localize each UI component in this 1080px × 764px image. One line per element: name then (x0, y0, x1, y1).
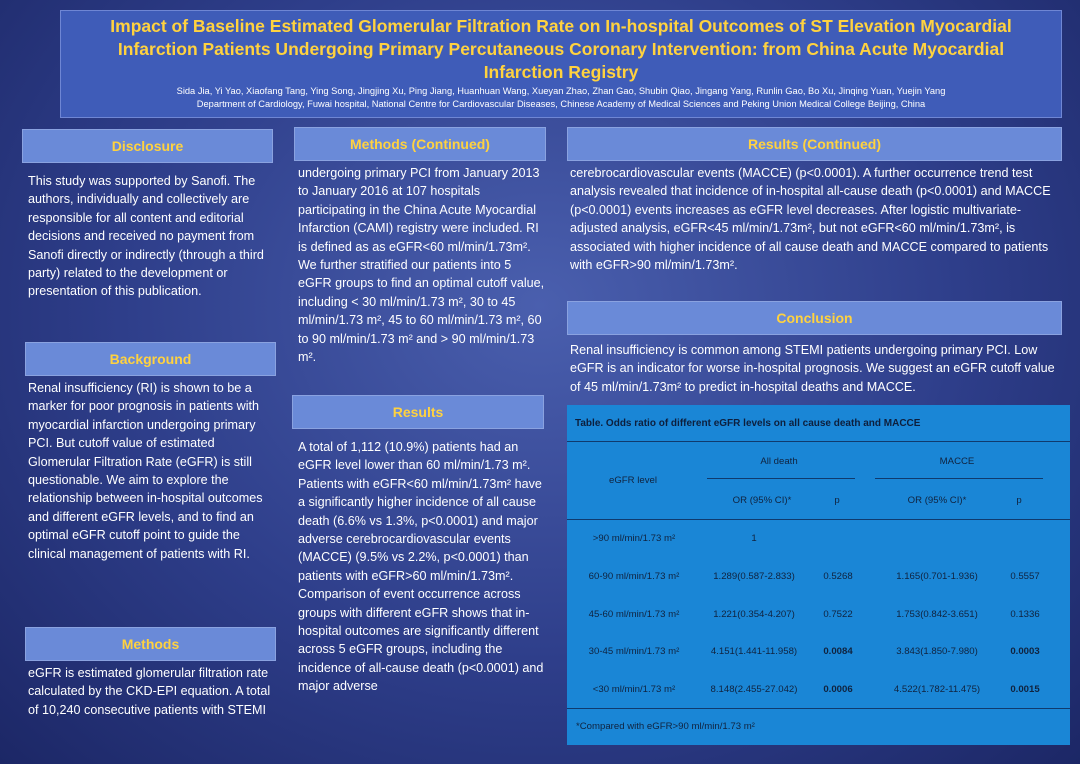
row-macce-or: 1.165(0.701-1.936) (896, 571, 978, 582)
odds-ratio-table (567, 405, 1070, 745)
row-death-or: 8.148(2.455-27.042) (710, 684, 798, 695)
results-heading: Results (292, 395, 544, 429)
row-macce-p: 0.0003 (1010, 646, 1040, 657)
affiliation: Department of Cardiology, Fuwai hospital, National Centre for Cardiovascular Diseases, Chinese Academy of Medical Sciences and Peking Union Medical College Beijing, China (196, 99, 926, 109)
table-caption: Table. Odds ratio of different eGFR levels on all cause death and MACCE (575, 418, 921, 429)
col-macce-or: OR (95% CI)* (907, 495, 967, 506)
row-macce-or: 3.843(1.850-7.980) (896, 646, 978, 657)
results-continued-text: cerebrocardiovascular events (MACCE) (p<0.0001). A further occurrence trend test analysis revealed that incidence of in-hospital all-cause death (p<0.0001) and MACCE (p<0.0001) events increases as eGFR level decreases. After logistic multivariate-adjusted analysis, eGFR<45 ml/min/1.73m², but not eGFR<60 ml/min/1.73m², is associated with higher incidence of all cause death and MACCE compared to patients with eGFR>90 ml/min/1.73m². (570, 166, 1051, 273)
row-death-p: 0.0084 (823, 646, 853, 657)
group-all-death: All death (760, 456, 798, 467)
row-level: >90 ml/min/1.73 m² (592, 533, 676, 544)
row-death-or: 1.289(0.587-2.833) (713, 571, 795, 582)
conclusion-heading: Conclusion (567, 301, 1062, 335)
methods-continued-text: undergoing primary PCI from January 2013 to January 2016 at 107 hospitals participating in the China Acute Myocardial Infarction (CAMI) registry were included. RI is defined as as eGFR<60 ml/min/1.73m². We further stratified our patients into 5 eGFR groups to find an optimal cutoff value, including < 30 ml/min/1.73 m², 30 to 45 ml/min/1.73 m², 45 to 60 ml/min/1.73 m², 60 to 90 ml/min/1.73 m² and > 90 ml/min/1.73 m². (298, 166, 545, 365)
row-death-or: 1.221(0.354-4.207) (713, 609, 795, 620)
poster-header (60, 10, 1062, 118)
methods-text: eGFR is estimated glomerular filtration rate calculated by the CKD-EPI equation. A total of 10,240 consecutive patients with STEMI (28, 666, 271, 717)
col-egfr-level: eGFR level (609, 475, 657, 486)
row-level: 60-90 ml/min/1.73 m² (588, 571, 680, 582)
footer-rule (567, 708, 1070, 709)
row-macce-p: 0.0015 (1010, 684, 1040, 695)
author-list: Sida Jia, Yi Yao, Xiaofang Tang, Ying Song, Jingjing Xu, Ping Jiang, Huanhuan Wang, Xueyan Zhao, Zhan Gao, Shubin Qiao, Jingang Yang, Runlin Gao, Bo Xu, Jinqing Yuan, Yuejin Yang (176, 86, 946, 96)
row-macce-or: 4.522(1.782-11.475) (893, 684, 981, 695)
conclusion-text: Renal insufficiency is common among STEMI patients undergoing primary PCI. Low eGFR is an indicator for worse in-hospital prognosis. We suggest an eGFR cutoff value of 45 ml/min/1.73m² to predict in-hospital deaths and MACCE. (570, 343, 1055, 394)
col-death-or: OR (95% CI)* (732, 495, 792, 506)
disclosure-heading: Disclosure (22, 129, 273, 163)
row-death-or: 1 (751, 533, 757, 544)
row-level: <30 ml/min/1.73 m² (592, 684, 676, 695)
col-macce-p: p (1016, 495, 1022, 506)
group-rule-macce (875, 478, 1043, 479)
background-heading: Background (25, 342, 276, 376)
row-level: 30-45 ml/min/1.73 m² (588, 646, 680, 657)
row-level: 45-60 ml/min/1.73 m² (588, 609, 680, 620)
results-continued-heading: Results (Continued) (567, 127, 1062, 161)
row-death-p: 0.5268 (823, 571, 853, 582)
group-rule-death (707, 478, 855, 479)
table-footnote: *Compared with eGFR>90 ml/min/1.73 m² (576, 721, 755, 732)
col-death-p: p (834, 495, 840, 506)
disclosure-text: This study was supported by Sanofi. The authors, individually and collectively are responsible for all content and editorial decisions and received no payment from Sanofi directly or indirectly (through a third party) related to the development or presentation of this publication. (28, 174, 264, 299)
row-macce-p: 0.1336 (1010, 609, 1040, 620)
row-death-p: 0.0006 (823, 684, 853, 695)
table-rule (567, 441, 1070, 442)
methods-continued-heading: Methods (Continued) (294, 127, 546, 161)
header-rule (567, 519, 1070, 520)
group-macce: MACCE (939, 456, 975, 467)
methods-heading: Methods (25, 627, 276, 661)
row-death-or: 4.151(1.441-11.958) (710, 646, 798, 657)
background-text: Renal insufficiency (RI) is shown to be a marker for poor prognosis in patients with myocardial infarction undergoing primary PCI. But cutoff value of estimated Glomerular Filtration Rate (eGFR) is still questionable. We aim to explore the relationship between in-hospital outcomes and different eGFR levels, and to find an optimal eGFR cutoff point to guide the clinical management of patients with RI. (28, 381, 263, 561)
row-death-p: 0.7522 (823, 609, 853, 620)
row-macce-p: 0.5557 (1010, 571, 1040, 582)
row-macce-or: 1.753(0.842-3.651) (896, 609, 978, 620)
results-text: A total of 1,112 (10.9%) patients had an eGFR level lower than 60 ml/min/1.73 m². Patients with eGFR<60 ml/min/1.73m² have a significantly higher incidence of all cause death (6.6% vs 1.3%, p<0.0001) and major adverse cerebrocardiovascular events (MACCE) (9.5% vs 2.2%, p<0.0001) than patients with eGFR>60 ml/min/1.73m². Comparison of event occurrence across groups with different eGFR shows that in-hospital outcomes are significantly different across 5 eGFR groups, including the incidence of all-cause death (p<0.0001) and major adverse (298, 440, 544, 694)
poster-title: Impact of Baseline Estimated Glomerular Filtration Rate on In-hospital Outcomes of ST Elevation Myocardial Infarction Patients Undergoing Primary Percutaneous Coronary Intervention: from China Acute Myocardial Infarction Registry (110, 16, 1012, 82)
